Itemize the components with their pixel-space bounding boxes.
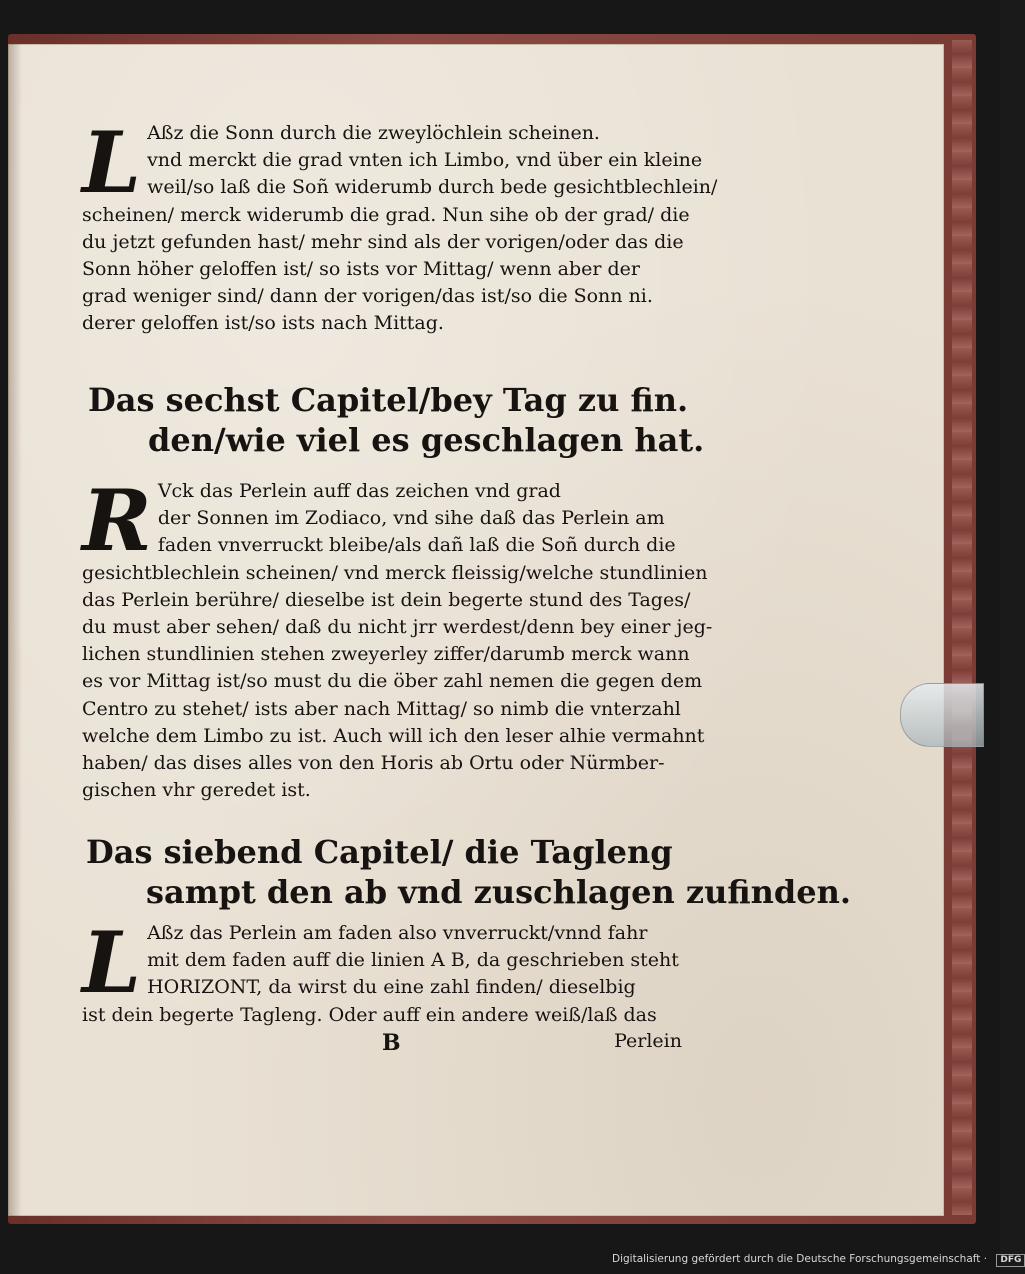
credit-text: Digitalisierung gefördert durch die Deutsche Forschungsgemeinschaft · (612, 1253, 988, 1265)
drop-cap-initial: L (82, 113, 142, 212)
text-line: vnd merckt die grad vnten ich Limbo, vnd über ein kleine (147, 149, 703, 172)
text-line: Aßz die Sonn durch die zweylöchlein scheinen. (147, 122, 600, 144)
text-line: mit dem faden auff die linien A B, da geschrieben steht (147, 949, 679, 972)
text-line: haben/ das dises alles von den Horis ab Ortu oder Nürmber- (82, 752, 665, 775)
funding-credit (612, 1253, 1025, 1267)
chapter-heading-6 (88, 380, 705, 460)
paragraph-3 (82, 913, 682, 1029)
drop-cap-initial: L (82, 913, 142, 1012)
text-line: gischen vhr geredet ist. (82, 779, 311, 802)
paragraph-1 (82, 113, 718, 338)
text-line: das Perlein berühre/ dieselbe ist dein begerte stund des Tages/ (82, 588, 691, 611)
text-line: gesichtblechlein scheinen/ vnd merck fleissig/welche stundlinien (82, 561, 708, 584)
page-gutter-shadow (8, 44, 22, 1216)
binding-edge (952, 40, 972, 1215)
text-line: faden vnverruckt bleibe/als dañ laß die Soñ durch die (157, 534, 676, 557)
chapter-heading-7 (86, 832, 852, 912)
paragraph-3-text (82, 913, 682, 1029)
text-line: es vor Mittag ist/so must du die öber zahl nemen die gegen dem (82, 670, 703, 693)
text-line: HORIZONT, da wirst du eine zahl finden/ dieselbig (147, 976, 636, 999)
text-line: grad weniger sind/ dann der vorigen/das ist/so die Sonn ni. (82, 285, 653, 308)
text-line: scheinen/ merck widerumb die grad. Nun sihe ob der grad/ die (82, 203, 690, 226)
paragraph-2 (82, 471, 713, 804)
text-line: Centro zu stehet/ ists aber nach Mittag/ so nimb die vnterzahl (82, 697, 681, 720)
paragraph-2-text (82, 471, 713, 804)
text-line: ist dein begerte Tagleng. Oder auff ein andere weiß/laß das (82, 1003, 657, 1026)
page-footer (82, 1030, 682, 1060)
text-line: lichen stundlinien stehen zweyerley ziffer/darumb merck wann (82, 643, 690, 666)
text-line: der Sonnen im Zodiaco, vnd sihe daß das Perlein am (157, 507, 665, 530)
signature-mark: B (382, 1030, 401, 1056)
heading-line: sampt den ab vnd zuschlagen zufinden. (146, 873, 852, 911)
text-line: Vck das Perlein auff das zeichen vnd grad (157, 480, 561, 502)
text-line: derer geloffen ist/so ists nach Mittag. (82, 312, 444, 335)
text-line: Aßz das Perlein am faden also vnverruckt/vnnd fahr (147, 922, 648, 944)
dfg-logo-icon: DFG (996, 1254, 1025, 1267)
text-line: du jetzt gefunden hast/ mehr sind als der vorigen/oder das die (82, 230, 684, 253)
page-clip (900, 683, 984, 747)
heading-line: Das siebend Capitel/ die Tagleng (86, 833, 673, 871)
text-line: Sonn höher geloffen ist/ so ists vor Mittag/ wenn aber der (82, 258, 640, 281)
catchword: Perlein (614, 1030, 682, 1052)
heading-line: Das sechst Capitel/bey Tag zu fin. (88, 381, 689, 419)
heading-line: den/wie viel es geschlagen hat. (148, 421, 705, 459)
paragraph-1-text (82, 113, 718, 338)
text-line: du must aber sehen/ daß du nicht jrr werdest/denn bey einer jeg- (82, 616, 713, 639)
drop-cap-initial: R (82, 471, 152, 570)
text-line: welche dem Limbo zu ist. Auch will ich den leser alhie vermahnt (82, 724, 705, 747)
text-line: weil/so laß die Soñ widerumb durch bede gesichtblechlein/ (147, 176, 718, 199)
